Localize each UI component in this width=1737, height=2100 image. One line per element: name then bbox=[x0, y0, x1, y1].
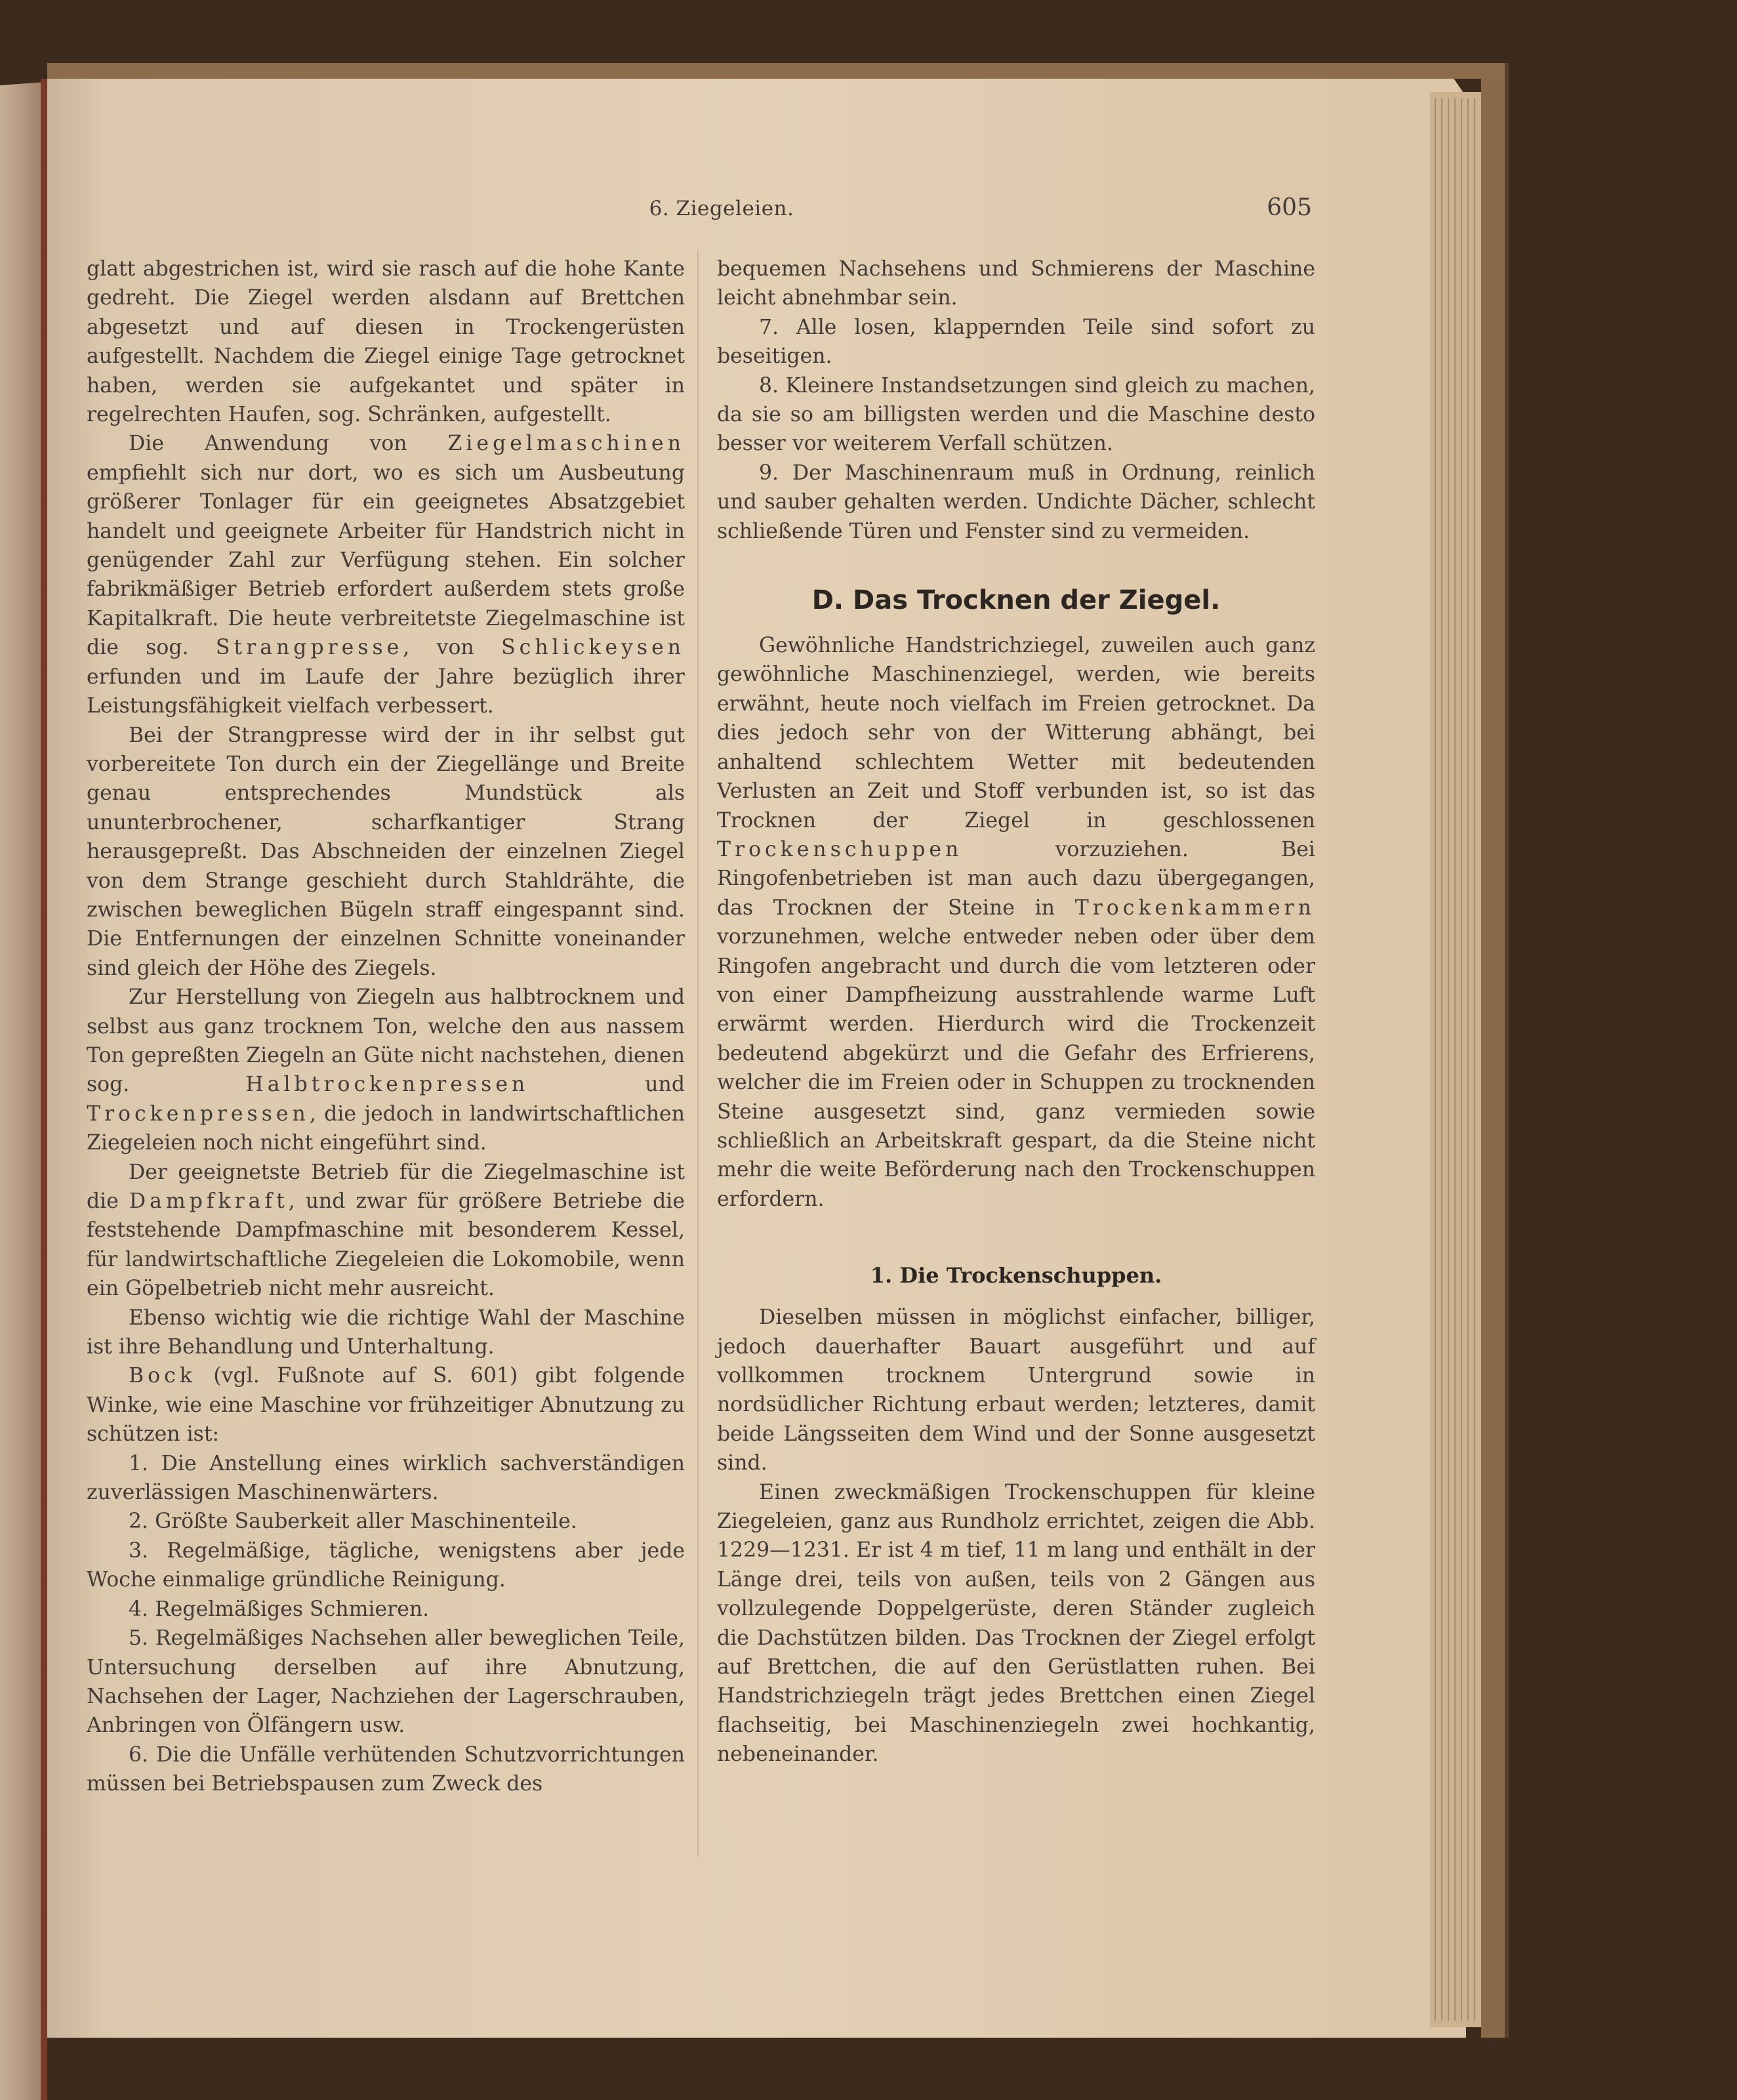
left-paragraph-5 bbox=[87, 1158, 685, 1304]
emphasis-term: Halbtrockenpressen bbox=[245, 1073, 529, 1097]
left-column bbox=[87, 255, 685, 1799]
section-heading: D. Das Trocknen der Ziegel. bbox=[811, 585, 1221, 616]
text-run: Die Anwendung von bbox=[129, 432, 448, 456]
left-paragraph-4 bbox=[87, 983, 685, 1157]
text-run: Gewöhnliche Handstrichziegel, zuweilen auch ganz gewöhnliche Maschinenziegel, werden, wie bereits erwähnt, heute noch vielfach im Freien getrocknet. Da dies jedoch sehr von der Witterung abhängt, bei anhaltend schlechtem Wetter mit bedeutenden Verlusten an Zeit und Stoff verbunden ist, so ist das Trocknen der Ziegel in geschlossenen bbox=[717, 634, 1315, 833]
text-run: vorzunehmen, welche entweder neben oder über dem Ringofen angebracht und durch die vom letzteren oder von einer Dampfheizung ausstrahlende warme Luft erwärmt werden. Hierdurch wird die Trockenzeit bedeutend abgekürzt und die Gefahr des Erfrierens, welcher die im Freien oder in Schuppen zu trocknenden Steine ausgesetzt sind, ganz vermieden sowie schließlich an Arbeitskraft gespart, da die Steine nicht mehr die weite Beförderung nach den Trockenschuppen erfordern. bbox=[717, 925, 1315, 1211]
right-paragraph-3: Dieselben müssen in möglichst einfacher, billiger, jedoch dauerhafter Bauart ausgeführt und auf vollkommen trocknem Untergrund sowie in nordsüdlicher Richtung erbaut werden; letzteres, damit beide Längsseiten dem Wind und der Sonne ausgesetzt sind. bbox=[717, 1306, 1315, 1475]
text-run: , die jedoch in landwirtschaftlichen Ziegeleien noch nicht eingeführt sind. bbox=[87, 1101, 685, 1155]
left-paragraph-3: Bei der Strangpresse wird der in ihr selbst gut vorbereitete Ton durch ein der Ziegellänge und Breite genau entsprechendes Mundstück als ununterbrochener, scharfkantiger Strang herausgepreßt. Das Abschneiden der einzelnen Ziegel von dem Strange geschieht durch Stahldrähte, die zwischen beweglichen Bügeln straff eingespannt sind. Die Entfernungen der einzelnen Schnitte voneinander sind gleich der Höhe des Ziegels. bbox=[87, 723, 685, 980]
emphasis-term: Bock bbox=[129, 1364, 196, 1388]
emphasis-term: Dampfkraft bbox=[129, 1189, 289, 1213]
back-cover-edge bbox=[1481, 63, 1505, 2038]
list-item-6: 6. Die die Unfälle verhütenden Schutzvorrichtungen müssen bei Betriebspausen zum Zweck des bbox=[87, 1742, 685, 1796]
left-paragraph-7 bbox=[87, 1361, 685, 1449]
bottom-cover-edge bbox=[47, 2038, 1505, 2100]
text-run: empfiehlt sich nur dort, wo es sich um Ausbeutung größerer Tonlager für ein geeignetes Absatzgebiet handelt und geeignete Arbeiter für Handstrich nicht in genügender Zahl zur Verfügung stehen. Ein solcher fabrikmäßiger Betrieb erfordert außerdem stets große Kapitalkraft. Die heute verbreitetste Ziegelmaschine ist die sog. bbox=[87, 461, 685, 660]
text-run: Zur Herstellung von Ziegeln aus halbtrocknem und selbst aus ganz trocknem Ton, welche den aus nassem Ton gepreßten Ziegeln an Güte nicht nachstehen, dienen sog. bbox=[87, 985, 685, 1097]
emphasis-term: Trockenschuppen bbox=[717, 837, 963, 861]
list-item-2: 2. Größte Sauberkeit aller Maschinenteile. bbox=[129, 1510, 577, 1534]
emphasis-term: Trockenkammern bbox=[1074, 896, 1315, 920]
page-stack-lines bbox=[1435, 98, 1475, 2021]
text-run: , und zwar für größere Betriebe die feststehende Dampfmaschine mit besonderem Kessel, für landwirtschaftliche Ziegeleien die Lokomobile, wenn ein Göpelbetrieb nicht mehr ausreicht. bbox=[87, 1189, 685, 1301]
emphasis-term: Ziegelmaschinen bbox=[447, 432, 685, 456]
right-paragraph-2 bbox=[717, 631, 1315, 1214]
list-item-4: 4. Regelmäßiges Schmieren. bbox=[129, 1597, 430, 1621]
list-item-5: 5. Regelmäßiges Nachsehen aller beweglichen Teile, Untersuchung derselben auf ihre Abnutzung, Nachsehen der Lager, Nachziehen der Lagerschrauben, Anbringen von Ölfängern usw. bbox=[87, 1626, 685, 1738]
left-paragraph-2 bbox=[87, 429, 685, 720]
text-run: , von bbox=[403, 636, 502, 660]
text-run: erfunden und im Laufe der Jahre bezüglich ihrer Leistungsfähigkeit vielfach verbessert. bbox=[87, 665, 685, 718]
left-paragraph-6: Ebenso wichtig wie die richtige Wahl der Maschine ist ihre Behandlung und Unterhaltung. bbox=[87, 1306, 685, 1359]
text-run: vorzuziehen. Bei Ringofenbetrieben ist man auch dazu übergegangen, das Trocknen der Steine in bbox=[717, 837, 1315, 920]
top-cover-edge bbox=[47, 63, 1505, 79]
list-item-3: 3. Regelmäßige, tägliche, wenigstens aber jede Woche einmalige gründliche Reinigung. bbox=[87, 1538, 685, 1592]
list-item-1: 1. Die Anstellung eines wirklich sachverständigen zuverlässigen Maschinenwärters. bbox=[87, 1451, 685, 1505]
right-column bbox=[717, 255, 1315, 1769]
page-number: 605 bbox=[1267, 194, 1312, 221]
list-item-7: 7. Alle losen, klappernden Teile sind sofort zu beseitigen. bbox=[717, 315, 1315, 369]
text-run: (vgl. Fußnote auf S. 601) gibt folgende Winke, wie eine Maschine vor frühzeitiger Abnutzung zu schützen ist: bbox=[87, 1364, 685, 1447]
list-item-9: 9. Der Maschinenraum muß in Ordnung, reinlich und sauber gehalten werden. Undichte Dächer, schlecht schließende Türen und Fenster sind zu vermeiden. bbox=[717, 461, 1315, 543]
left-page-edge bbox=[0, 82, 46, 2100]
running-header-title: 6. Ziegeleien. bbox=[649, 197, 794, 220]
left-paragraph-1: glatt abgestrichen ist, wird sie rasch auf die hohe Kante gedreht. Die Ziegel werden alsdann auf Brettchen abgesetzt und auf diesen in Trockengerüsten aufgestellt. Nachdem die Ziegel einige Tage getrocknet haben, werden sie aufgekantet und später in regelrechten Haufen, sog. Schränken, aufgestellt. bbox=[87, 257, 685, 427]
list-item-8: 8. Kleinere Instandsetzungen sind gleich zu machen, da sie so am billigsten werden und die Maschine desto besser vor weiterem Verfall schützen. bbox=[717, 373, 1315, 456]
right-paragraph-4: Einen zweckmäßigen Trockenschuppen für kleine Ziegeleien, ganz aus Rundholz errichtet, zeigen die Abb. 1229—1231. Er ist 4 m tief, 11 m lang und enthält in der Länge drei, teils von außen, teils von 2 Gängen aus vollzulegende Doppelgerüste, deren Ständer zugleich die Dachstützen bilden. Das Trocknen der Ziegel erfolgt auf Brettchen, die auf den Gerüstlatten ruhen. Bei Handstrichziegeln trägt jedes Brettchen einen Ziegel flachseitig, bei Maschinenziegeln zwei hochkantig, nebeneinander. bbox=[717, 1480, 1315, 1767]
text-run: Der geeignetste Betrieb für die Ziegelmaschine ist die bbox=[87, 1160, 685, 1213]
emphasis-term: Strangpresse bbox=[215, 636, 403, 660]
emphasis-term: Schlickeysen bbox=[501, 636, 685, 660]
emphasis-term: Trockenpressen bbox=[87, 1101, 310, 1126]
text-run: und bbox=[529, 1073, 685, 1097]
subsection-heading: 1. Die Trockenschuppen. bbox=[870, 1263, 1162, 1288]
right-paragraph-1: bequemen Nachsehens und Schmierens der Maschine leicht abnehmbar sein. bbox=[717, 257, 1315, 310]
